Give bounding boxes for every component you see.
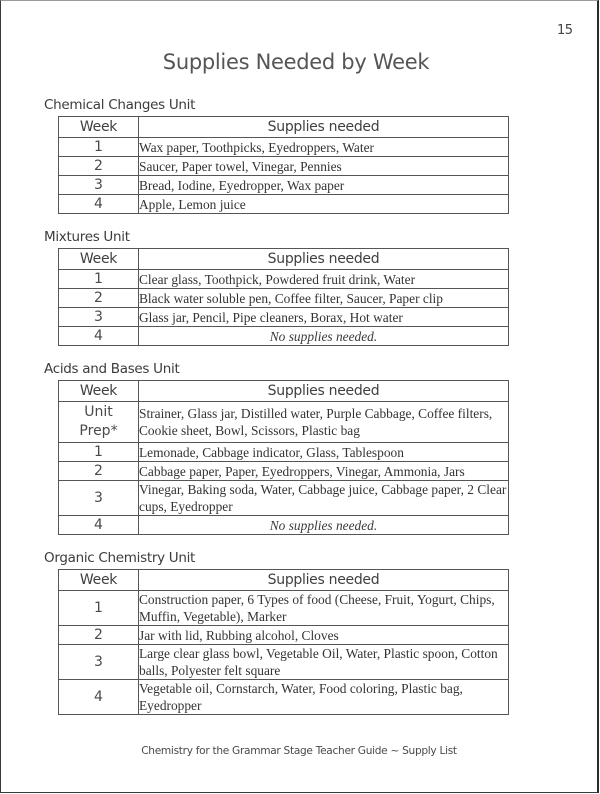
page-number: 15 bbox=[557, 23, 573, 38]
table-row-unit-prep bbox=[59, 402, 509, 443]
week-number: 4 bbox=[59, 327, 139, 346]
section-title: Organic Chemistry Unit bbox=[44, 550, 196, 566]
unit-prep-line1: Unit bbox=[84, 404, 113, 420]
table-row bbox=[59, 680, 509, 715]
week-number: 3 bbox=[59, 176, 139, 195]
supplies-list: Strainer, Glass jar, Distilled water, Purple Cabbage, Coffee filters, Cookie sheet, Bowl, Scissors, Plastic bag bbox=[139, 402, 509, 443]
supplies-list: Construction paper, 6 Types of food (Cheese, Fruit, Yogurt, Chips, Muffin, Vegetable), Marker bbox=[139, 591, 509, 626]
week-header: Week bbox=[59, 249, 139, 270]
week-header: Week bbox=[59, 117, 139, 138]
supplies-list: Cabbage paper, Paper, Eyedroppers, Vinegar, Ammonia, Jars bbox=[139, 462, 509, 481]
supplies-table bbox=[58, 116, 509, 214]
unit-prep-line2: Prep* bbox=[79, 423, 118, 439]
table-row bbox=[59, 138, 509, 157]
week-number: 4 bbox=[59, 680, 139, 715]
week-number: 4 bbox=[59, 195, 139, 214]
table-row bbox=[59, 157, 509, 176]
week-number: 1 bbox=[59, 591, 139, 626]
page-footer: Chemistry for the Grammar Stage Teacher Guide ~ Supply List bbox=[141, 745, 457, 757]
supplies-list: Large clear glass bowl, Vegetable Oil, Water, Plastic spoon, Cotton balls, Polyester felt square bbox=[139, 645, 509, 680]
supplies-header: Supplies needed bbox=[139, 570, 509, 591]
table-header-row bbox=[59, 570, 509, 591]
table-row bbox=[59, 591, 509, 626]
supplies-table bbox=[58, 248, 509, 346]
week-number: 3 bbox=[59, 481, 139, 516]
supplies-list: Saucer, Paper towel, Vinegar, Pennies bbox=[139, 157, 509, 176]
supplies-header: Supplies needed bbox=[139, 117, 509, 138]
unit-prep-label bbox=[59, 402, 139, 443]
table-row bbox=[59, 645, 509, 680]
supplies-list: Jar with lid, Rubbing alcohol, Cloves bbox=[139, 626, 509, 645]
supplies-table bbox=[58, 569, 509, 715]
supplies-list: Glass jar, Pencil, Pipe cleaners, Borax, Hot water bbox=[139, 308, 509, 327]
table-header-row bbox=[59, 249, 509, 270]
table-row bbox=[59, 195, 509, 214]
supplies-list: Lemonade, Cabbage indicator, Glass, Tablespoon bbox=[139, 443, 509, 462]
week-header: Week bbox=[59, 570, 139, 591]
week-number: 2 bbox=[59, 462, 139, 481]
section-title: Acids and Bases Unit bbox=[44, 361, 180, 377]
week-number: 2 bbox=[59, 626, 139, 645]
supplies-list: Bread, Iodine, Eyedropper, Wax paper bbox=[139, 176, 509, 195]
no-supplies-note: No supplies needed. bbox=[139, 327, 509, 346]
supplies-list: Black water soluble pen, Coffee filter, Saucer, Paper clip bbox=[139, 289, 509, 308]
table-row bbox=[59, 462, 509, 481]
section-title: Mixtures Unit bbox=[44, 229, 130, 245]
table-header-row bbox=[59, 117, 509, 138]
table-row bbox=[59, 270, 509, 289]
supplies-header: Supplies needed bbox=[139, 381, 509, 402]
supplies-list: Vegetable oil, Cornstarch, Water, Food coloring, Plastic bag, Eyedropper bbox=[139, 680, 509, 715]
week-number: 2 bbox=[59, 289, 139, 308]
table-header-row bbox=[59, 381, 509, 402]
table-row bbox=[59, 327, 509, 346]
week-number: 2 bbox=[59, 157, 139, 176]
week-number: 1 bbox=[59, 270, 139, 289]
table-row bbox=[59, 308, 509, 327]
week-number: 1 bbox=[59, 443, 139, 462]
supplies-list: Apple, Lemon juice bbox=[139, 195, 509, 214]
page-title: Supplies Needed by Week bbox=[162, 50, 430, 74]
section-title: Chemical Changes Unit bbox=[44, 97, 196, 113]
supplies-header: Supplies needed bbox=[139, 249, 509, 270]
week-number: 3 bbox=[59, 308, 139, 327]
supplies-list: Clear glass, Toothpick, Powdered fruit drink, Water bbox=[139, 270, 509, 289]
week-number: 3 bbox=[59, 645, 139, 680]
supplies-list: Vinegar, Baking soda, Water, Cabbage juice, Cabbage paper, 2 Clear cups, Eyedropper bbox=[139, 481, 509, 516]
table-row bbox=[59, 443, 509, 462]
table-row bbox=[59, 516, 509, 535]
week-number: 4 bbox=[59, 516, 139, 535]
table-row bbox=[59, 481, 509, 516]
week-header: Week bbox=[59, 381, 139, 402]
table-row bbox=[59, 289, 509, 308]
table-row bbox=[59, 176, 509, 195]
supplies-table bbox=[58, 380, 509, 535]
week-number: 1 bbox=[59, 138, 139, 157]
supplies-list: Wax paper, Toothpicks, Eyedroppers, Water bbox=[139, 138, 509, 157]
table-row bbox=[59, 626, 509, 645]
no-supplies-note: No supplies needed. bbox=[139, 516, 509, 535]
